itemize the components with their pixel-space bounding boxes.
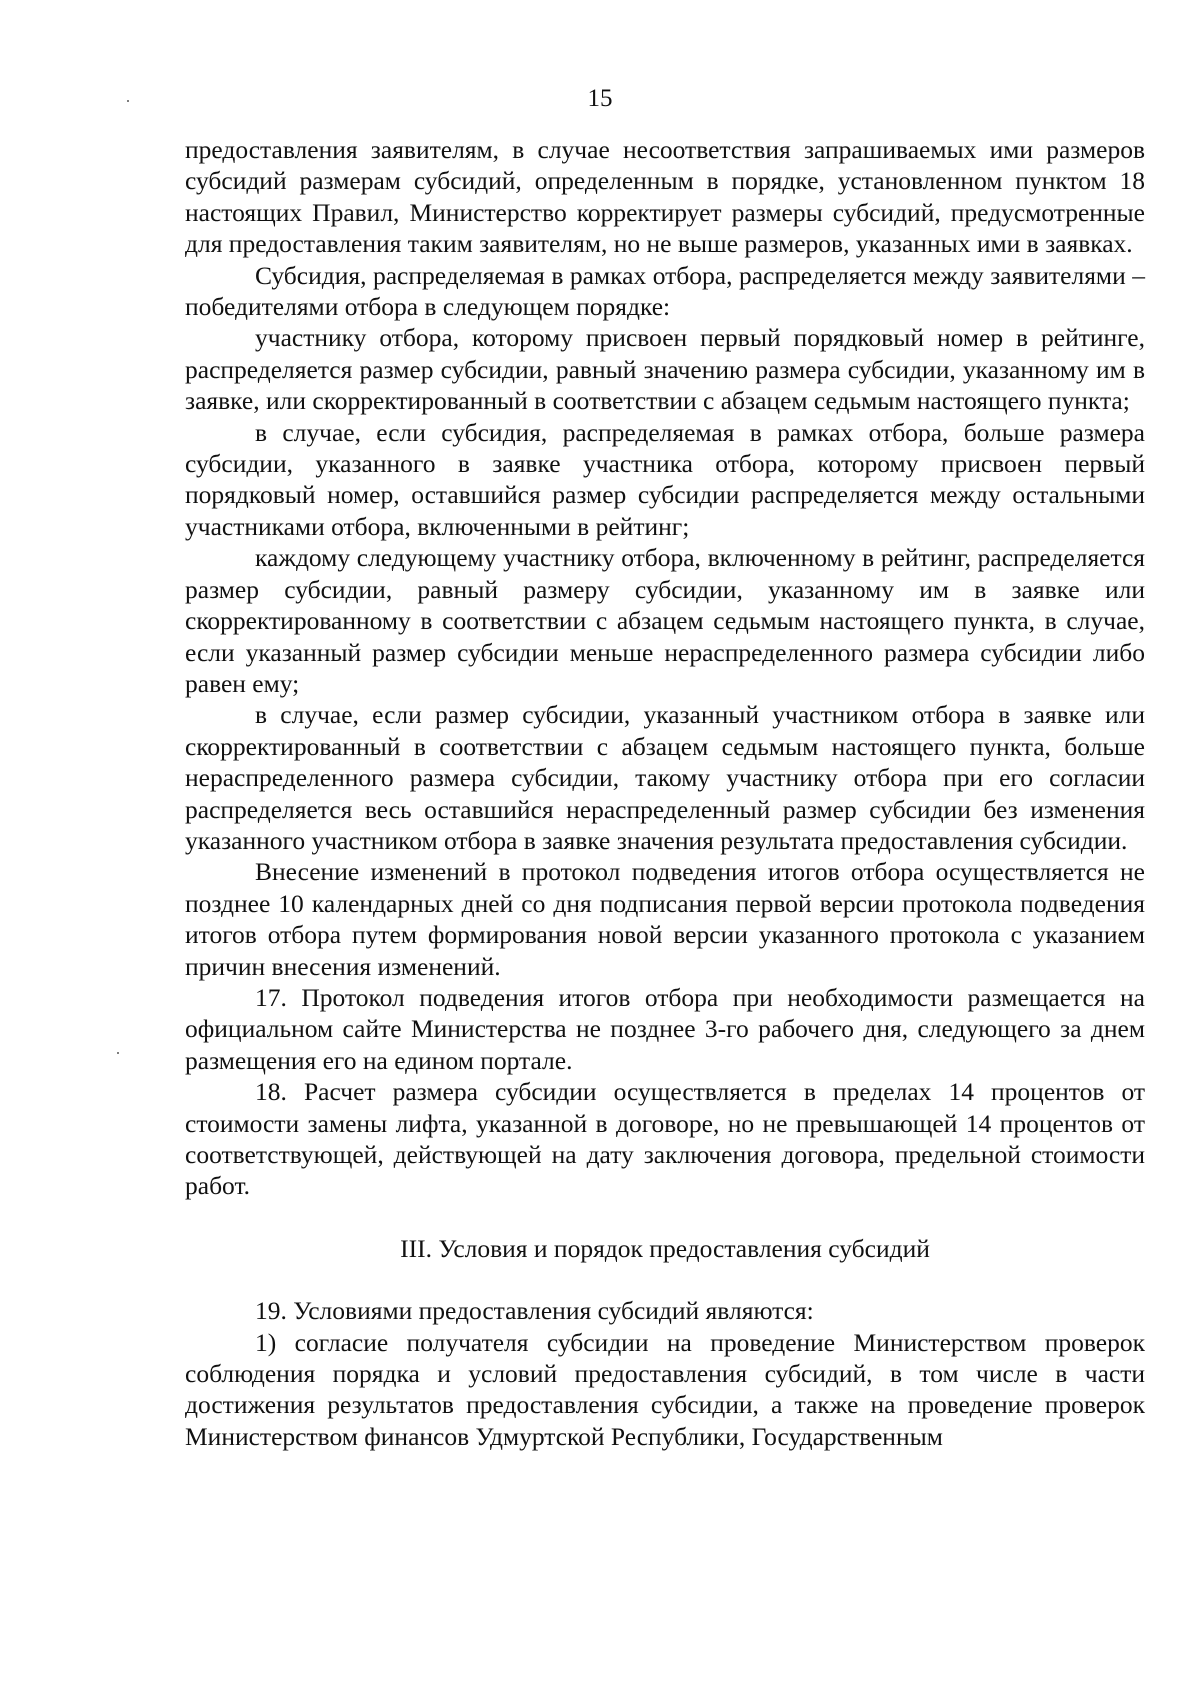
section-heading: III. Условия и порядок предоставления субсидий	[400, 1233, 930, 1263]
paragraph: каждому следующему участнику отбора, включенному в рейтинг, распределяется размер субсидии, равный размеру субсидии, указанному им в заявке или скорректированному в соответствии с абзацем седьмым настоящего пункта, в случае, если указанный размер субсидии меньше нераспределенного размера субсидии либо равен ему;	[185, 543, 1145, 698]
document-body	[185, 134, 1145, 1452]
paragraph-item-17: 17. Протокол подведения итогов отбора при необходимости размещается на официальном сайте Министерства не позднее 3-го рабочего дня, следующего за днем размещения его на едином портале.	[185, 982, 1145, 1075]
paragraph: в случае, если размер субсидии, указанный участником отбора в заявке или скорректированный в соответствии с абзацем седьмым настоящего пункта, больше нераспределенного размера субсидии, такому участнику отбора при его согласии распределяется весь оставшийся нераспределенный размер субсидии без изменения указанного участником отбора в заявке значения результата предоставления субсидии.	[185, 700, 1145, 855]
page-number: 15	[587, 85, 613, 112]
paragraph: Субсидия, распределяемая в рамках отбора, распределяется между заявителями – победителями отбора в следующем порядке:	[185, 260, 1145, 322]
paragraph: в случае, если субсидия, распределяемая в рамках отбора, больше размера субсидии, указанного в заявке участника отбора, которому присвоен первый порядковый номер, оставшийся размер субсидии распределяется между остальными участниками отбора, включенными в рейтинг;	[185, 417, 1145, 541]
paragraph-continuation: предоставления заявителям, в случае несоответствия запрашиваемых ими размеров субсидий размерам субсидий, определенным в порядке, установленном пунктом 18 настоящих Правил, Министерство корректирует размеры субсидий, предусмотренные для предоставления таким заявителям, но не выше размеров, указанных ими в заявках.	[185, 135, 1145, 259]
paragraph: Внесение изменений в протокол подведения итогов отбора осуществляется не позднее 10 календарных дней со дня подписания первой версии протокола подведения итогов отбора путем формирования новой версии указанного протокола с указанием причин внесения изменений.	[185, 857, 1145, 981]
paragraph-item-18: 18. Расчет размера субсидии осуществляется в пределах 14 процентов от стоимости замены лифта, указанной в договоре, но не превышающей 14 процентов от соответствующей, действующей на дату заключения договора, предельной стоимости работ.	[185, 1077, 1145, 1201]
paragraph-item-19: 19. Условиями предоставления субсидий являются:	[255, 1296, 814, 1326]
paragraph-subitem-1: 1) согласие получателя субсидии на проведение Министерством проверок соблюдения порядка и условий предоставления субсидий, в том числе в части достижения результатов предоставления субсидии, а также на проведение проверок Министерством финансов Удмуртской Республики, Государственным	[185, 1327, 1145, 1451]
scan-speck	[117, 1052, 119, 1054]
paragraph: участнику отбора, которому присвоен первый порядковый номер в рейтинге, распределяется размер субсидии, равный значению размера субсидии, указанному им в заявке, или скорректированный в соответствии с абзацем седьмым настоящего пункта;	[185, 323, 1145, 416]
